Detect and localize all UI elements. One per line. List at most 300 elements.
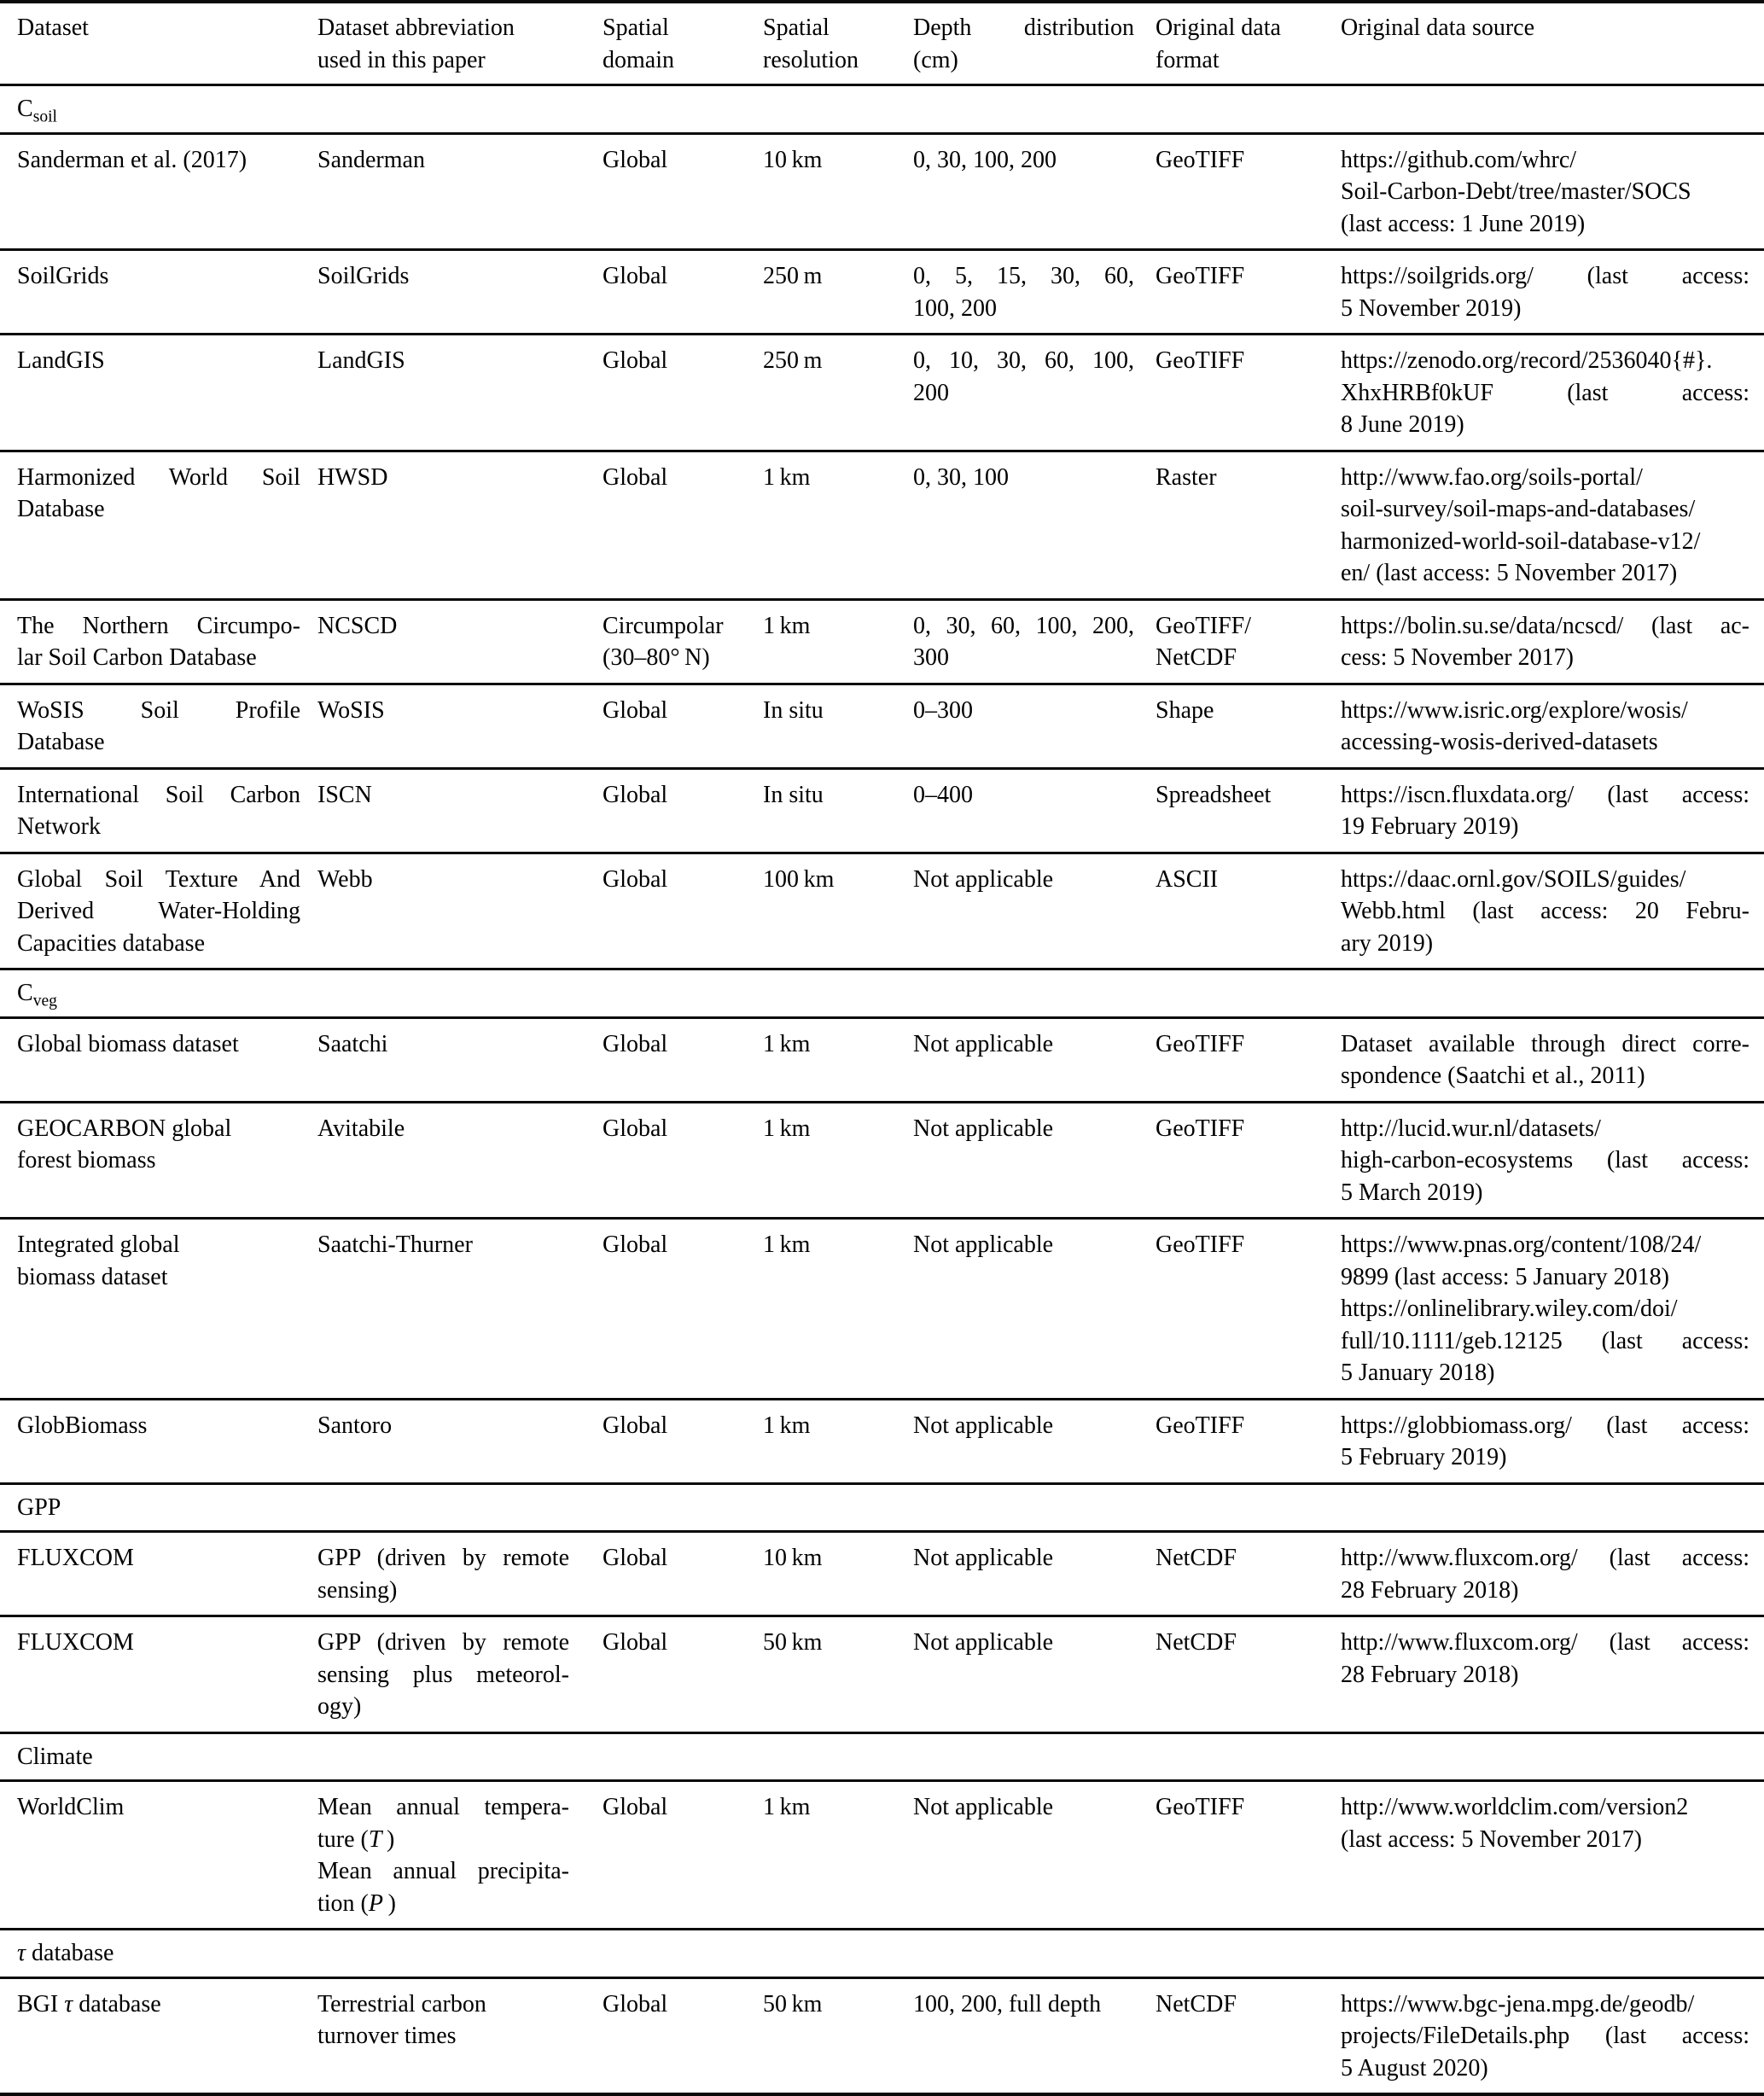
- table-row: [0, 599, 1764, 684]
- abbreviation-cell: [309, 1616, 602, 1733]
- text-line: spondence (Saatchi et al., 2011): [1341, 1063, 1645, 1089]
- source-cell[interactable]: [1340, 133, 1764, 250]
- section-row: [0, 85, 1764, 134]
- depth-distribution-cell: [912, 1616, 1155, 1733]
- section-title: [0, 969, 1764, 1018]
- text-line: lar Soil Carbon Database: [17, 644, 257, 671]
- depth-distribution-cell: [912, 1219, 1155, 1400]
- text-line: 1 km: [763, 1231, 811, 1258]
- source-cell[interactable]: [1340, 599, 1764, 684]
- text-line: Global: [603, 1412, 668, 1439]
- format-cell: [1155, 599, 1340, 684]
- col-header-format: [1155, 2, 1340, 85]
- text-line: Not applicable: [913, 1115, 1054, 1142]
- text-line: 1 km: [763, 1412, 811, 1439]
- section-title: [0, 1930, 1764, 1978]
- text-line: 1 km: [763, 1794, 811, 1820]
- text-line: SoilGrids: [17, 263, 109, 289]
- source-cell[interactable]: [1340, 1532, 1764, 1616]
- text-line: 8 June 2019): [1341, 411, 1464, 438]
- text-line: HWSD: [317, 463, 388, 491]
- spatial-resolution-cell: [762, 853, 912, 969]
- spatial-domain-cell: [602, 451, 762, 599]
- text-line: Raster: [1156, 463, 1217, 491]
- section-row: [0, 1483, 1764, 1532]
- text-line: Mean annual tempera-: [317, 1794, 569, 1820]
- col-header-spatial-resolution: [762, 2, 912, 85]
- text-line: 5 August 2020): [1341, 2054, 1488, 2081]
- abbreviation-cell: [309, 1781, 602, 1930]
- text-line: Global Soil Texture And: [17, 865, 300, 893]
- text-line: https://bolin.su.se/data/ncscd/ (last ac-: [1341, 612, 1749, 639]
- col-header-spatial-domain: [602, 2, 762, 85]
- text-line: ture (T ): [317, 1825, 395, 1853]
- text-line: http://www.fluxcom.org/ (last access:: [1341, 1629, 1749, 1656]
- dataset-cell: [0, 599, 309, 684]
- text-line: Original data source: [1341, 15, 1535, 41]
- text-line: SoilGrids: [317, 263, 410, 289]
- format-cell: [1155, 1977, 1340, 2094]
- text-line: 5 January 2018): [1341, 1359, 1495, 1386]
- text-line: Original data: [1156, 15, 1281, 41]
- text-line: https://onlinelibrary.wiley.com/doi/: [1341, 1295, 1678, 1322]
- format-cell: [1155, 1532, 1340, 1616]
- spatial-resolution-cell: [762, 335, 912, 451]
- text-line: 1 km: [763, 612, 811, 639]
- text-line: high-carbon-ecosystems (last access:: [1341, 1147, 1749, 1173]
- source-cell[interactable]: [1340, 1616, 1764, 1733]
- text-line: 250 m: [763, 347, 823, 374]
- spatial-domain-cell: [602, 335, 762, 451]
- depth-distribution-cell: [912, 684, 1155, 768]
- dataset-cell: [0, 1399, 309, 1483]
- spatial-resolution-cell: [762, 1781, 912, 1930]
- text-line: Saatchi: [317, 1030, 388, 1057]
- depth-distribution-cell: [912, 1781, 1155, 1930]
- text-line: https://www.isric.org/explore/wosis/: [1341, 696, 1688, 724]
- format-cell: [1155, 853, 1340, 969]
- table-row: [0, 1017, 1764, 1102]
- spatial-domain-cell: [602, 1616, 762, 1733]
- abbreviation-cell: [309, 768, 602, 853]
- text-line: Circumpolar: [603, 612, 724, 639]
- text-line: https://soilgrids.org/ (last access:: [1341, 263, 1749, 289]
- depth-distribution-cell: [912, 1017, 1155, 1102]
- source-cell[interactable]: [1340, 684, 1764, 768]
- source-cell[interactable]: [1340, 1219, 1764, 1400]
- abbreviation-cell: [309, 250, 602, 335]
- text-line: Derived Water-Holding: [17, 898, 300, 924]
- text-line: resolution: [763, 46, 859, 73]
- text-line: LandGIS: [317, 347, 405, 374]
- text-line: Not applicable: [913, 1030, 1054, 1057]
- table-row: [0, 1532, 1764, 1616]
- abbreviation-cell: [309, 853, 602, 969]
- text-line: In situ: [763, 696, 824, 724]
- text-line: GlobBiomass: [17, 1412, 148, 1439]
- abbreviation-cell: [309, 1102, 602, 1219]
- source-cell[interactable]: [1340, 768, 1764, 853]
- header-row: [0, 2, 1764, 85]
- text-line: $C_{veg}$: [17, 980, 57, 1010]
- text-line: In situ: [763, 781, 824, 808]
- spatial-resolution-cell: [762, 451, 912, 599]
- text-line: accessing-wosis-derived-datasets: [1341, 729, 1658, 755]
- spatial-resolution-cell: [762, 1616, 912, 1733]
- text-line: Spatial: [763, 15, 830, 41]
- text-line: 100, 200, full depth: [913, 1990, 1102, 2017]
- text-line: 28 February 2018): [1341, 1576, 1519, 1604]
- table-row: [0, 1399, 1764, 1483]
- text-line: https://github.com/whrc/: [1341, 146, 1577, 173]
- dataset-cell: [0, 853, 309, 969]
- text-line: 250 m: [763, 263, 823, 289]
- text-line: http://www.worldclim.com/version2: [1341, 1794, 1689, 1820]
- spatial-domain-cell: [602, 768, 762, 853]
- text-line: 19 February 2019): [1341, 813, 1519, 840]
- text-line: Global: [603, 347, 668, 374]
- spatial-resolution-cell: [762, 684, 912, 768]
- text-line: FLUXCOM: [17, 1629, 134, 1656]
- text-line: cess: 5 November 2017): [1341, 644, 1574, 671]
- text-line: domain: [603, 46, 674, 73]
- text-line: WoSIS: [317, 696, 385, 724]
- abbreviation-cell: [309, 451, 602, 599]
- text-line: Shape: [1156, 696, 1214, 724]
- text-line: https://globbiomass.org/ (last access:: [1341, 1412, 1749, 1439]
- text-line: biomass dataset: [17, 1263, 168, 1290]
- text-line: 1 km: [763, 1115, 811, 1142]
- spatial-resolution-cell: [762, 768, 912, 853]
- source-cell[interactable]: [1340, 853, 1764, 969]
- format-cell: [1155, 1781, 1340, 1930]
- spatial-resolution-cell: [762, 1399, 912, 1483]
- text-line: http://www.fao.org/soils-portal/: [1341, 463, 1643, 491]
- text-line: sensing): [317, 1576, 398, 1604]
- text-line: Spatial: [603, 15, 669, 41]
- depth-distribution-cell: [912, 1399, 1155, 1483]
- text-line: The Northern Circumpo-: [17, 612, 300, 639]
- abbreviation-cell: [309, 599, 602, 684]
- text-line: 28 February 2018): [1341, 1661, 1519, 1688]
- text-line: BGI τ database: [17, 1990, 161, 2017]
- table-header: [0, 2, 1764, 85]
- source-cell[interactable]: [1340, 1977, 1764, 2094]
- text-line: projects/FileDetails.php (last access:: [1341, 2023, 1749, 2049]
- text-line: GeoTIFF: [1156, 1231, 1245, 1258]
- text-line: GPP (driven by remote: [317, 1629, 569, 1656]
- text-line: Climate: [17, 1743, 93, 1770]
- text-line: Global: [603, 1545, 668, 1571]
- text-line: http://lucid.wur.nl/datasets/: [1341, 1115, 1601, 1142]
- text-line: Global: [603, 146, 668, 173]
- depth-distribution-cell: [912, 1102, 1155, 1219]
- format-cell: [1155, 451, 1340, 599]
- text-line: Sanderman et al. (2017): [17, 146, 247, 173]
- source-cell[interactable]: [1340, 1781, 1764, 1930]
- col-header-dataset: [0, 2, 309, 85]
- text-line: 0, 5, 15, 30, 60,: [913, 263, 1134, 289]
- depth-distribution-cell: [912, 1532, 1155, 1616]
- source-cell[interactable]: [1340, 250, 1764, 335]
- abbreviation-cell: [309, 133, 602, 250]
- text-line: used in this paper: [317, 46, 486, 73]
- table-row: [0, 1102, 1764, 1219]
- text-line: 9899 (last access: 5 January 2018): [1341, 1263, 1669, 1290]
- spatial-domain-cell: [602, 1399, 762, 1483]
- section-row: [0, 1732, 1764, 1781]
- text-line: Not applicable: [913, 1231, 1054, 1258]
- text-line: GeoTIFF: [1156, 263, 1245, 289]
- text-line: Global: [603, 1115, 668, 1142]
- text-line: Harmonized World Soil: [17, 463, 300, 491]
- format-cell: [1155, 1219, 1340, 1400]
- text-line: 100, 200: [913, 294, 997, 322]
- text-line: GPP (driven by remote: [317, 1545, 569, 1571]
- dataset-cell: [0, 1017, 309, 1102]
- text-line: 200: [913, 379, 949, 406]
- text-line: GPP: [17, 1493, 61, 1521]
- text-line: $C_{soil}$: [17, 96, 57, 126]
- text-line: NCSCD: [317, 612, 398, 639]
- text-line: Soil-Carbon-Debt/tree/master/SOCS: [1341, 178, 1691, 205]
- text-line: https://www.pnas.org/content/108/24/: [1341, 1231, 1702, 1258]
- text-line: GEOCARBON global: [17, 1115, 232, 1142]
- table-row: [0, 684, 1764, 768]
- text-line: Dataset available through direct corre-: [1341, 1030, 1749, 1057]
- format-cell: [1155, 1616, 1340, 1733]
- spatial-domain-cell: [602, 684, 762, 768]
- text-line: Webb: [317, 865, 373, 893]
- depth-distribution-cell: [912, 599, 1155, 684]
- text-line: Global: [603, 463, 668, 491]
- table-row: [0, 1781, 1764, 1930]
- text-line: 0, 10, 30, 60, 100,: [913, 347, 1134, 374]
- text-line: Global: [603, 1794, 668, 1820]
- text-line: 5 November 2019): [1341, 294, 1522, 322]
- depth-distribution-cell: [912, 853, 1155, 969]
- depth-distribution-cell: [912, 250, 1155, 335]
- spatial-resolution-cell: [762, 1532, 912, 1616]
- abbreviation-cell: [309, 335, 602, 451]
- text-line: τ database: [17, 1940, 114, 1966]
- text-line: Database: [17, 496, 105, 522]
- spatial-resolution-cell: [762, 599, 912, 684]
- text-line: 50 km: [763, 1629, 823, 1656]
- text-line: Dataset: [17, 15, 89, 41]
- text-line: (cm): [913, 46, 958, 73]
- text-line: 5 March 2019): [1341, 1179, 1483, 1206]
- text-line: Database: [17, 729, 105, 755]
- text-line: WorldClim: [17, 1794, 125, 1820]
- dataset-cell: [0, 1532, 309, 1616]
- text-line: 100 km: [763, 865, 835, 893]
- table-row: [0, 1219, 1764, 1400]
- text-line: Capacities database: [17, 929, 206, 957]
- text-line: Spreadsheet: [1156, 781, 1272, 808]
- text-line: GeoTIFF: [1156, 1115, 1245, 1142]
- text-line: Global: [603, 696, 668, 724]
- text-line: Network: [17, 813, 101, 840]
- text-line: 0, 30, 100: [913, 463, 1009, 491]
- source-cell[interactable]: [1340, 451, 1764, 599]
- text-line: Not applicable: [913, 1412, 1054, 1439]
- text-line: 300: [913, 644, 949, 671]
- text-line: 0–400: [913, 781, 973, 808]
- depth-distribution-cell: [912, 768, 1155, 853]
- dataset-cell: [0, 1102, 309, 1219]
- text-line: 0, 30, 100, 200: [913, 146, 1057, 173]
- text-line: soil-survey/soil-maps-and-databases/: [1341, 496, 1696, 522]
- source-cell[interactable]: [1340, 335, 1764, 451]
- abbreviation-cell: [309, 1977, 602, 2094]
- format-cell: [1155, 684, 1340, 768]
- table-row: [0, 1616, 1764, 1733]
- abbreviation-cell: [309, 684, 602, 768]
- text-line: GeoTIFF/: [1156, 612, 1251, 639]
- format-cell: [1155, 250, 1340, 335]
- text-line: Global: [603, 781, 668, 808]
- dataset-cell: [0, 1616, 309, 1733]
- spatial-domain-cell: [602, 1017, 762, 1102]
- dataset-cell: [0, 1781, 309, 1930]
- dataset-cell: [0, 1977, 309, 2094]
- text-line: Dataset abbreviation: [317, 15, 515, 41]
- text-line: International Soil Carbon: [17, 781, 300, 808]
- spatial-domain-cell: [602, 250, 762, 335]
- spatial-resolution-cell: [762, 1977, 912, 2094]
- text-line: Webb.html (last access: 20 Febru-: [1341, 898, 1749, 924]
- spatial-resolution-cell: [762, 250, 912, 335]
- text-line: Santoro: [317, 1412, 393, 1439]
- text-line: 50 km: [763, 1990, 823, 2017]
- text-line: NetCDF: [1156, 644, 1237, 671]
- text-line: WoSIS Soil Profile: [17, 696, 300, 724]
- text-line: https://zenodo.org/record/2536040{#}.: [1341, 347, 1713, 374]
- text-line: Terrestrial carbon: [317, 1990, 486, 2017]
- spatial-domain-cell: [602, 599, 762, 684]
- section-title: [0, 1483, 1764, 1532]
- spatial-domain-cell: [602, 1219, 762, 1400]
- depth-distribution-cell: [912, 133, 1155, 250]
- text-line: 5 February 2019): [1341, 1444, 1507, 1470]
- text-line: full/10.1111/geb.12125 (last access:: [1341, 1327, 1749, 1354]
- section-title: [0, 1732, 1764, 1781]
- text-line: harmonized-world-soil-database-v12/: [1341, 527, 1701, 555]
- text-line: Mean annual precipita-: [317, 1858, 569, 1884]
- text-line: Global: [603, 1030, 668, 1057]
- dataset-cell: [0, 684, 309, 768]
- text-line: (last access: 5 November 2017): [1341, 1825, 1642, 1853]
- text-line: Not applicable: [913, 1794, 1054, 1820]
- dataset-cell: [0, 335, 309, 451]
- text-line: Not applicable: [913, 865, 1054, 893]
- dataset-cell: [0, 1219, 309, 1400]
- text-line: GeoTIFF: [1156, 1794, 1245, 1820]
- text-line: Global: [603, 1231, 668, 1258]
- table-row: [0, 853, 1764, 969]
- spatial-resolution-cell: [762, 133, 912, 250]
- text-line: LandGIS: [17, 347, 105, 374]
- text-line: (last access: 1 June 2019): [1341, 210, 1586, 237]
- format-cell: [1155, 768, 1340, 853]
- table-row: [0, 335, 1764, 451]
- text-line: Global: [603, 1629, 668, 1656]
- depth-distribution-cell: [912, 1977, 1155, 2094]
- text-line: XhxHRBf0kUF (last access:: [1341, 379, 1749, 406]
- abbreviation-cell: [309, 1017, 602, 1102]
- text-line: 10 km: [763, 146, 823, 173]
- text-line: FLUXCOM: [17, 1545, 134, 1571]
- text-line: https://iscn.fluxdata.org/ (last access:: [1341, 781, 1749, 808]
- source-cell: [1340, 1017, 1764, 1102]
- table-row: [0, 133, 1764, 250]
- text-line: ASCII: [1156, 865, 1219, 893]
- text-line: Global biomass dataset: [17, 1030, 239, 1057]
- depth-distribution-cell: [912, 335, 1155, 451]
- format-cell: [1155, 1017, 1340, 1102]
- dataset-cell: [0, 451, 309, 599]
- text-line: (30–80° N): [603, 644, 710, 671]
- text-line: NetCDF: [1156, 1629, 1237, 1656]
- text-line: forest biomass: [17, 1147, 156, 1173]
- text-line: 1 km: [763, 463, 811, 491]
- text-line: https://daac.ornl.gov/SOILS/guides/: [1341, 865, 1686, 893]
- text-line: Not applicable: [913, 1629, 1054, 1656]
- text-line: ary 2019): [1341, 929, 1434, 957]
- format-cell: [1155, 335, 1340, 451]
- text-line: 1 km: [763, 1030, 811, 1057]
- text-line: Sanderman: [317, 146, 425, 173]
- spatial-resolution-cell: [762, 1017, 912, 1102]
- text-line: https://www.bgc-jena.mpg.de/geodb/: [1341, 1990, 1695, 2017]
- text-line: Not applicable: [913, 1545, 1054, 1571]
- col-header-source: [1340, 2, 1764, 85]
- section-row: [0, 1930, 1764, 1978]
- source-cell[interactable]: [1340, 1399, 1764, 1483]
- text-line: sensing plus meteorol-: [317, 1661, 569, 1688]
- text-line: GeoTIFF: [1156, 146, 1245, 173]
- spatial-domain-cell: [602, 1102, 762, 1219]
- abbreviation-cell: [309, 1532, 602, 1616]
- spatial-resolution-cell: [762, 1219, 912, 1400]
- dataset-cell: [0, 768, 309, 853]
- spatial-domain-cell: [602, 853, 762, 969]
- text-line: Avitabile: [317, 1115, 405, 1142]
- spatial-domain-cell: [602, 1532, 762, 1616]
- text-line: Depth distribution: [913, 15, 1134, 41]
- text-line: Integrated global: [17, 1231, 180, 1258]
- section-title: [0, 85, 1764, 134]
- table-row: [0, 250, 1764, 335]
- spatial-domain-cell: [602, 1977, 762, 2094]
- format-cell: [1155, 1102, 1340, 1219]
- depth-distribution-cell: [912, 451, 1155, 599]
- table-row: [0, 1977, 1764, 2094]
- spatial-domain-cell: [602, 1781, 762, 1930]
- text-line: Saatchi-Thurner: [317, 1231, 473, 1258]
- text-line: NetCDF: [1156, 1545, 1237, 1571]
- text-line: Global: [603, 1990, 668, 2017]
- text-line: 10 km: [763, 1545, 823, 1571]
- source-cell[interactable]: [1340, 1102, 1764, 1219]
- table-body: [0, 85, 1764, 2095]
- col-header-depth-distribution: [912, 2, 1155, 85]
- text-line: turnover times: [317, 2023, 457, 2049]
- text-line: GeoTIFF: [1156, 347, 1245, 374]
- section-row: [0, 969, 1764, 1018]
- format-cell: [1155, 1399, 1340, 1483]
